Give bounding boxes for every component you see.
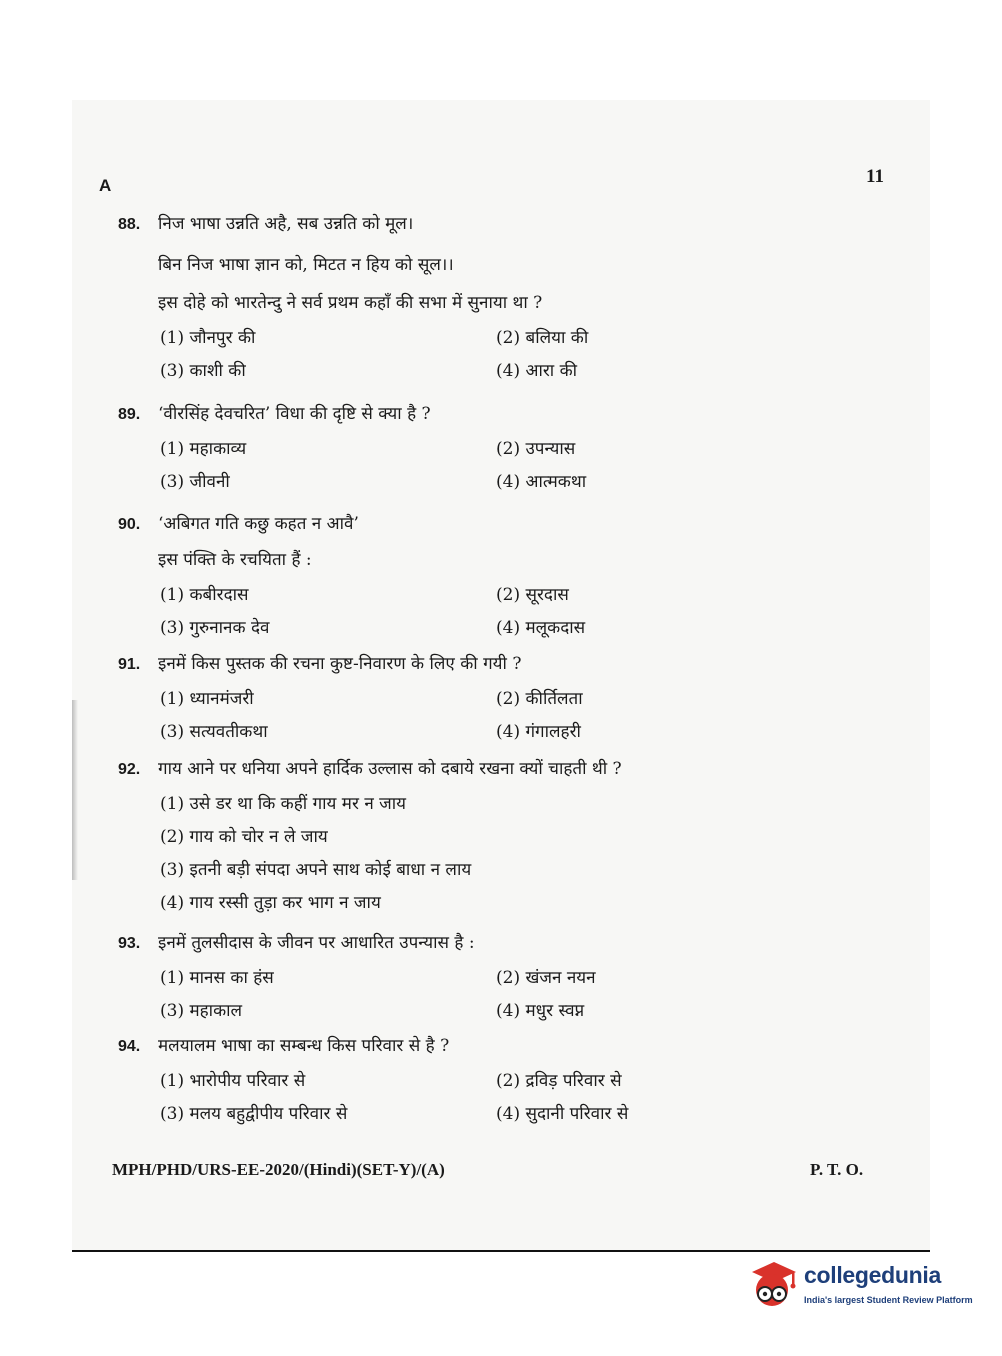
question-92 — [118, 759, 838, 913]
option-2: (2) गाय को चोर न ले जाय — [160, 827, 328, 847]
option-1: (1) कबीरदास — [160, 585, 249, 605]
options — [160, 328, 818, 381]
pto-label: P. T. O. — [810, 1160, 864, 1179]
question-93 — [118, 933, 818, 1021]
option-4: (4) आत्मकथा — [496, 472, 587, 492]
question-91 — [118, 654, 818, 742]
option-1: (1) भारोपीय परिवार से — [160, 1071, 306, 1091]
set-letter: A — [99, 176, 112, 195]
options — [160, 968, 818, 1021]
option-4: (4) सुदानी परिवार से — [496, 1104, 629, 1124]
option-4: (4) मधुर स्वप्न — [496, 1001, 585, 1021]
page-shadow — [72, 700, 78, 880]
question-text: गाय आने पर धनिया अपने हार्दिक उल्लास को दबाये रखना क्यों चाहती थी ? — [158, 759, 622, 779]
question-text: इनमें तुलसीदास के जीवन पर आधारित उपन्यास है : — [158, 933, 475, 953]
option-3: (3) मलय बहुद्वीपीय परिवार से — [160, 1104, 348, 1124]
option-1: (1) जौनपुर की — [160, 328, 256, 348]
mascot-icon — [742, 1254, 802, 1314]
exam-code: MPH/PHD/URS-EE-2020/(Hindi)(SET-Y)/(A) — [112, 1160, 445, 1179]
option-2: (2) कीर्तिलता — [496, 689, 583, 709]
option-3: (3) महाकाल — [160, 1001, 243, 1021]
option-3: (3) इतनी बड़ी संपदा अपने साथ कोई बाधा न लाय — [160, 860, 472, 880]
page-number: 11 — [866, 166, 884, 187]
option-4: (4) गंगालहरी — [496, 722, 581, 742]
option-1: (1) ध्यानमंजरी — [160, 689, 254, 709]
option-4: (4) गाय रस्सी तुड़ा कर भाग न जाय — [160, 893, 381, 913]
question-text: बिन निज भाषा ज्ञान को, मिटत न हिय को सूल।। — [158, 255, 454, 275]
brand-name: collegedunia — [804, 1262, 941, 1288]
question-text: निज भाषा उन्नति अहै, सब उन्नति को मूल। — [158, 214, 414, 234]
options — [160, 585, 818, 638]
option-2: (2) बलिया की — [496, 328, 589, 348]
question-number: 93. — [118, 935, 141, 952]
options — [160, 689, 818, 742]
options — [160, 439, 818, 492]
brand-tagline: India's largest Student Review Platform — [804, 1295, 973, 1305]
option-3: (3) सत्यवतीकथा — [160, 722, 268, 742]
option-2: (2) उपन्यास — [496, 439, 576, 459]
question-89 — [118, 404, 818, 492]
option-2: (2) सूरदास — [496, 585, 569, 605]
question-text: इस पंक्ति के रचयिता हैं : — [158, 550, 312, 570]
option-4: (4) मलूकदास — [496, 618, 586, 638]
question-88 — [118, 214, 818, 381]
option-1: (1) महाकाव्य — [160, 439, 247, 459]
options — [160, 794, 838, 913]
question-number: 89. — [118, 406, 141, 423]
question-text: ‘अबिगत गति कछु कहत न आवै’ — [158, 514, 359, 534]
question-text: मलयालम भाषा का सम्बन्ध किस परिवार से है ? — [158, 1036, 450, 1056]
question-94 — [118, 1036, 818, 1124]
option-1: (1) उसे डर था कि कहीं गाय मर न जाय — [160, 794, 407, 814]
option-3: (3) काशी की — [160, 361, 246, 381]
collegedunia-logo — [742, 1254, 972, 1314]
options — [160, 1071, 818, 1124]
question-text: ‘वीरसिंह देवचरित’ विधा की दृष्टि से क्या है ? — [158, 404, 431, 424]
option-2: (2) खंजन नयन — [496, 968, 596, 988]
question-90 — [118, 514, 818, 638]
question-number: 88. — [118, 216, 141, 233]
question-number: 94. — [118, 1038, 141, 1055]
option-2: (2) द्रविड़ परिवार से — [496, 1071, 622, 1091]
option-4: (4) आरा की — [496, 361, 578, 381]
question-text: इनमें किस पुस्तक की रचना कुष्ट-निवारण के लिए की गयी ? — [158, 654, 522, 674]
option-3: (3) जीवनी — [160, 472, 230, 492]
question-text: इस दोहे को भारतेन्दु ने सर्व प्रथम कहाँ की सभा में सुनाया था ? — [158, 293, 543, 313]
question-number: 90. — [118, 516, 141, 533]
option-1: (1) मानस का हंस — [160, 968, 274, 988]
question-number: 91. — [118, 656, 141, 673]
question-number: 92. — [118, 761, 141, 778]
option-3: (3) गुरुनानक देव — [160, 618, 270, 638]
